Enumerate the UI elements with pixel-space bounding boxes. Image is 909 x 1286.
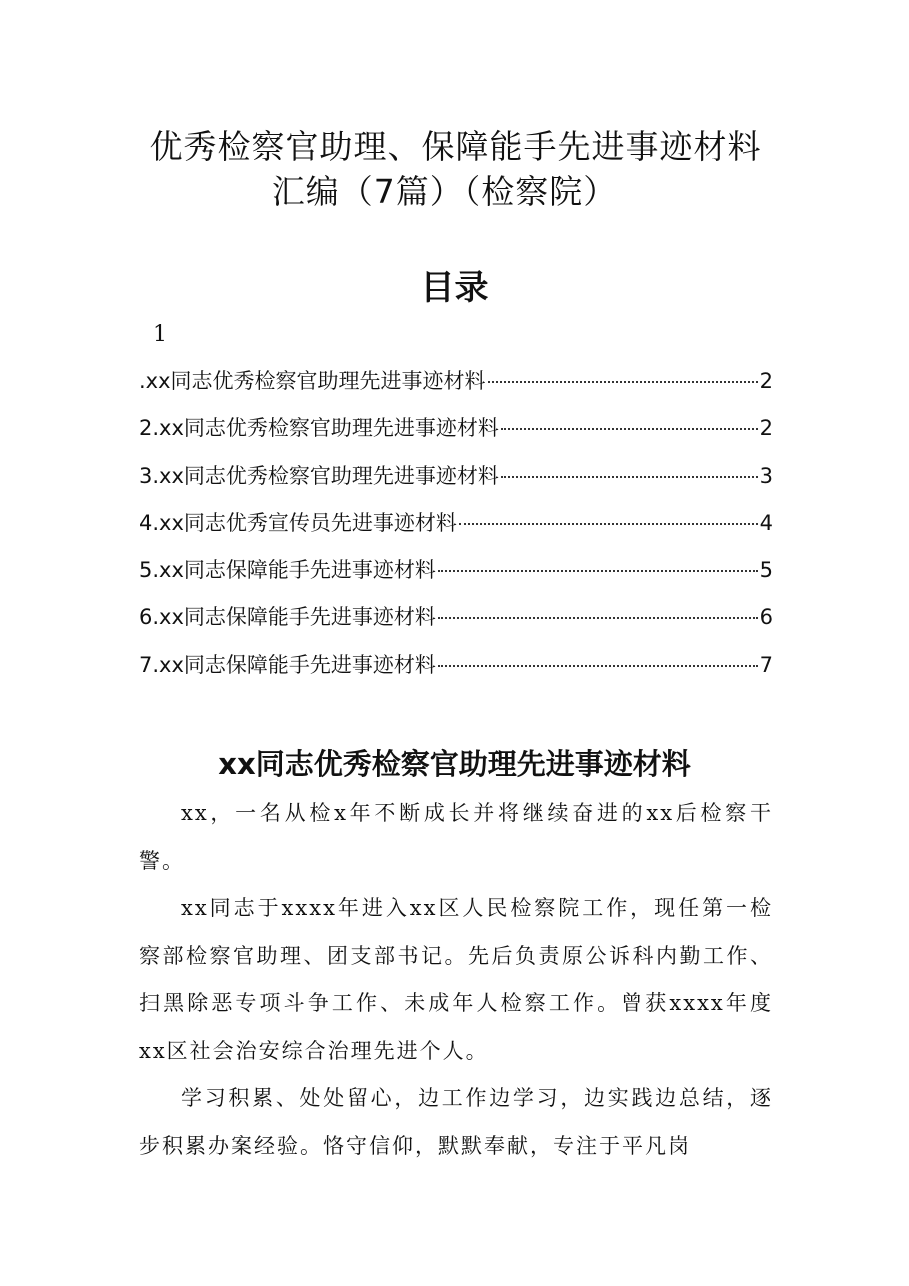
toc-entry-page: 3 — [759, 463, 773, 488]
document-title-line2: 汇编（7篇）（检察院） — [271, 172, 618, 211]
toc-leader-dots — [438, 665, 758, 667]
toc-entry-page: 6 — [759, 605, 773, 630]
toc-leader-dots — [438, 570, 758, 572]
toc-entry[interactable] — [139, 601, 773, 648]
toc-entry[interactable] — [139, 365, 773, 412]
toc-entry-label: 7.xx同志保障能手先进事迹材料 — [139, 652, 436, 677]
toc-leader-dots — [438, 617, 758, 619]
toc-entry-label: 2.xx同志优秀检察官助理先进事迹材料 — [139, 416, 499, 441]
toc-leader-dots — [459, 523, 758, 525]
toc-entry-page: 7 — [759, 652, 773, 677]
toc-leader-dots — [501, 476, 758, 478]
body-paragraph: 学习积累、处处留心，边工作边学习，边实践边总结，逐步积累办案经验。恪守信仰，默默奉献，专注于平凡岗 — [139, 1086, 773, 1158]
document-title-line1: 优秀检察官助理、保障能手先进事迹材料 — [149, 127, 762, 166]
toc-entry[interactable] — [139, 649, 773, 696]
toc-entry-number: 1 — [153, 322, 167, 347]
toc-entry-page: 2 — [759, 416, 773, 441]
toc-entry[interactable] — [139, 412, 773, 459]
toc-entry-label: 6.xx同志保障能手先进事迹材料 — [139, 605, 436, 630]
toc-entry-page: 5 — [759, 558, 773, 583]
body-paragraph: xx，一名从检x年不断成长并将继续奋进的xx后检察干警。 — [139, 801, 773, 873]
table-of-contents — [139, 365, 773, 696]
toc-leader-dots — [501, 428, 758, 430]
article-title: xx同志优秀检察官助理先进事迹材料 — [218, 747, 691, 781]
article-body — [139, 790, 773, 1170]
toc-entry[interactable] — [139, 460, 773, 507]
toc-heading: 目录 — [420, 268, 489, 308]
toc-entry[interactable] — [139, 507, 773, 554]
toc-entry-page: 2 — [759, 369, 773, 393]
toc-entry-label: .xx同志优秀检察官助理先进事迹材料 — [139, 369, 486, 393]
toc-entry[interactable] — [139, 554, 773, 601]
toc-leader-dots — [488, 381, 758, 383]
body-paragraph: xx同志于xxxx年进入xx区人民检察院工作，现任第一检察部检察官助理、团支部书记。先后负责原公诉科内勤工作、扫黑除恶专项斗争工作、未成年人检察工作。曾获xxxx年度xx区社会治安综合治理先进个人。 — [139, 896, 773, 1063]
toc-entry-label: 4.xx同志优秀宣传员先进事迹材料 — [139, 510, 457, 535]
toc-entry-label: 3.xx同志优秀检察官助理先进事迹材料 — [139, 463, 499, 488]
toc-entry-page: 4 — [759, 510, 773, 535]
toc-entry-label: 5.xx同志保障能手先进事迹材料 — [139, 558, 436, 583]
